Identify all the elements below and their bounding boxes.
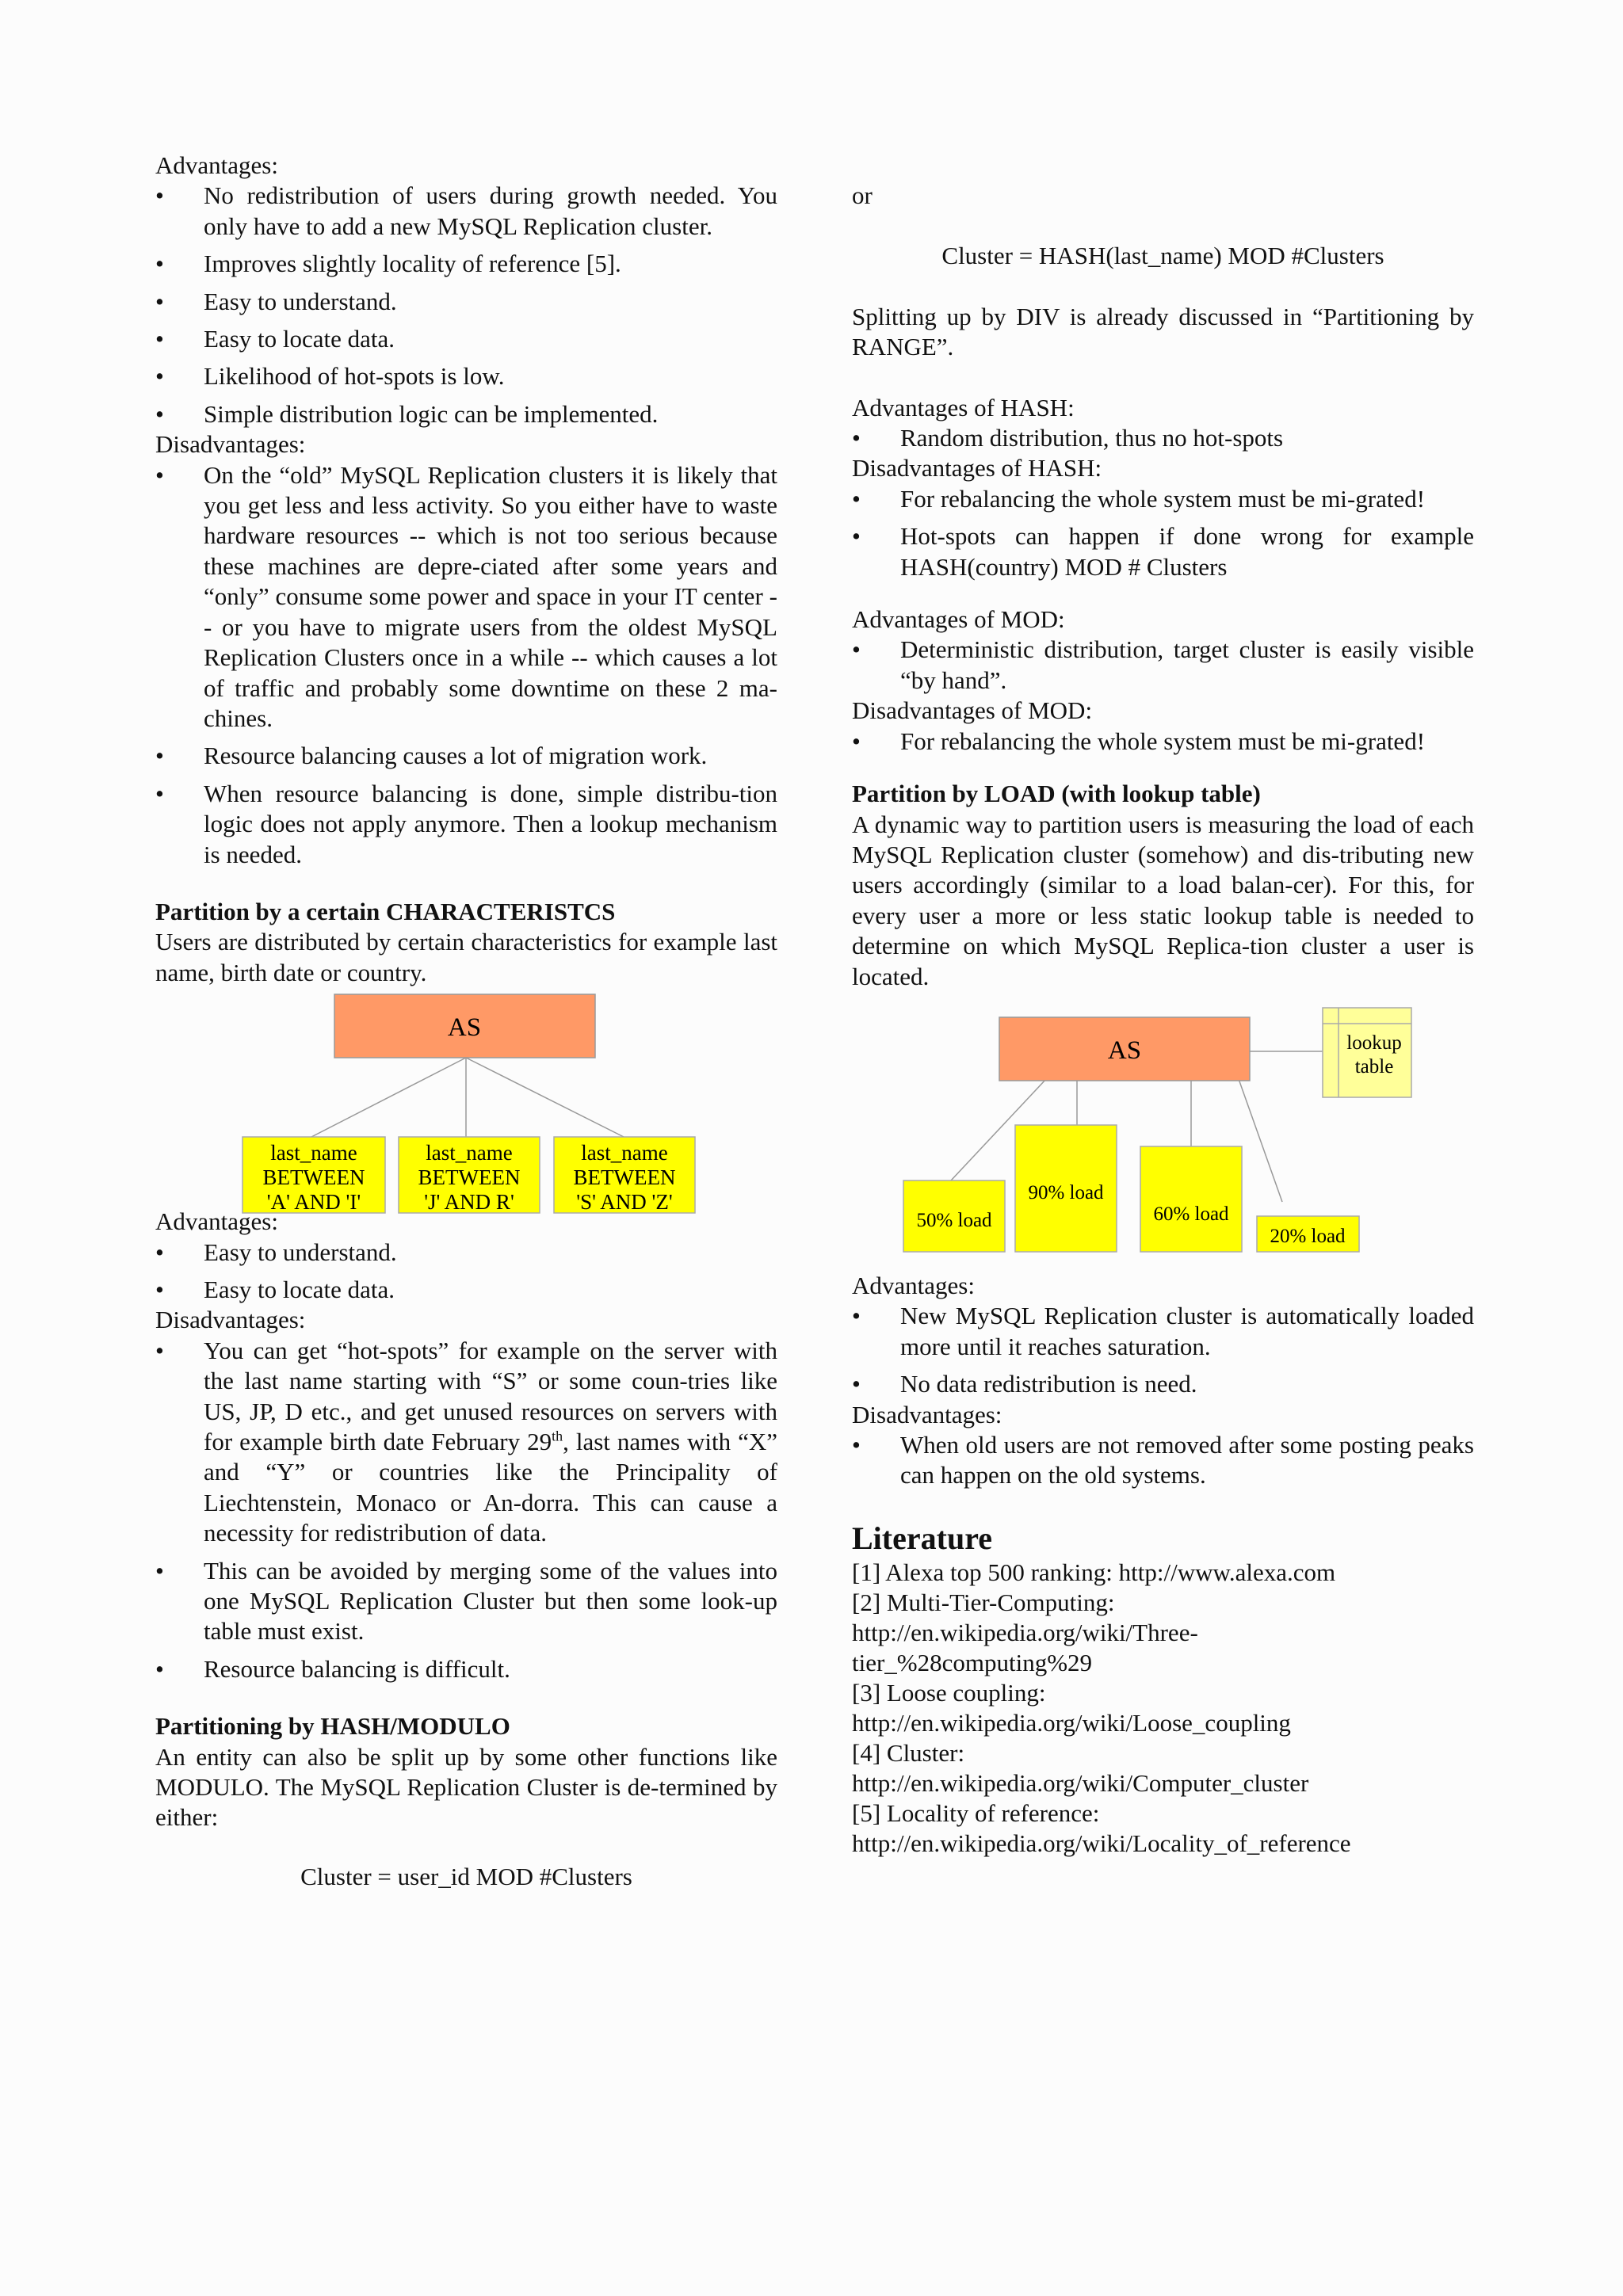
list-item-text: Simple distribution logic can be implemented. [204, 399, 659, 428]
literature-line: tier_%28computing%29 [852, 1648, 1093, 1676]
list-item [155, 181, 777, 242]
advantages-mod-label: Advantages of MOD: [852, 605, 1065, 634]
as-label: AS [447, 1013, 482, 1043]
advantages-hash-label: Advantages of HASH: [852, 393, 1075, 421]
list-item: • You can get “hot-spots” for example on the server with the last name starting with “S” or some coun-tries like US, JP, D etc., and get unused resources on servers with for example birth date February 29th, last names with “X” and “Y” or countries like the Principality of Liechtenstein, Monaco or An-dorra. This can cause a necessity for redistribution of data. [155, 1336, 777, 1547]
list-item [155, 779, 777, 870]
bullet-icon: • [155, 742, 164, 770]
formula: Cluster = HASH(last_name) MOD #Clusters [941, 242, 1384, 270]
list-item [852, 727, 1474, 757]
leaf-text: 'J' AND R' [424, 1190, 514, 1215]
list-item [852, 635, 1474, 696]
bullet-icon: • [852, 424, 861, 452]
connector-line [1239, 1079, 1282, 1202]
literature-line: http://en.wikipedia.org/wiki/Locality_of_reference [852, 1829, 1351, 1857]
list-item-text: Easy to locate data. [204, 1275, 395, 1303]
list-item-text: No redistribution of users during growth needed. You only have to add a new MySQL Replication cluster. [204, 181, 777, 240]
literature-heading: Literature [852, 1520, 992, 1556]
list-item [852, 423, 1474, 453]
hash-paragraph: An entity can also be split up by some other functions like MODULO. The MySQL Replication Cluster is de-termined by either: [155, 1742, 777, 1832]
literature-line: http://en.wikipedia.org/wiki/Loose_coupling [852, 1708, 1291, 1737]
as-label: AS [1107, 1035, 1142, 1065]
bullet-icon: • [155, 460, 164, 489]
advantages-list [852, 423, 1474, 453]
list-item-text: Random distribution, thus no hot-spots [900, 424, 1284, 452]
list-item-text: Resource balancing is difficult. [204, 1654, 510, 1683]
list-item [155, 741, 777, 771]
list-item-text: Hot-spots can happen if done wrong for example HASH(country) MOD # Clusters [900, 522, 1474, 581]
list-item [852, 1301, 1474, 1362]
bullet-icon: • [155, 1556, 164, 1585]
bullet-icon: • [852, 635, 861, 664]
list-item-text: When old users are not removed after some posting peaks can happen on the old systems. [900, 1430, 1474, 1489]
section-heading-hash: Partitioning by HASH/MODULO [155, 1712, 510, 1741]
advantages-list [852, 1301, 1474, 1399]
bullet-icon: • [155, 325, 164, 353]
bullet-icon: • [155, 181, 164, 210]
advantages-label: Advantages: [155, 1207, 278, 1236]
characteristics-diagram [155, 988, 777, 1215]
literature-line: [4] Cluster: [852, 1738, 965, 1767]
split-paragraph: Splitting up by DIV is already discussed in “Partitioning by RANGE”. [852, 302, 1474, 361]
list-item [155, 460, 777, 734]
list-item-text: New MySQL Replication cluster is automatically loaded more until it reaches saturation. [900, 1302, 1474, 1360]
bullet-icon: • [852, 1370, 861, 1398]
list-item-text: Easy to locate data. [204, 325, 395, 353]
list-item-text: For rebalancing the whole system must be mi-grated! [900, 484, 1426, 513]
disadvantages-list [155, 1556, 777, 1685]
list-item [155, 1275, 777, 1305]
connector-line [466, 1058, 624, 1137]
advantages-label: Advantages: [852, 1271, 975, 1299]
bullet-icon: • [155, 287, 164, 315]
load-label: 60% load [1153, 1203, 1229, 1225]
bullet-icon: • [155, 362, 164, 391]
list-item [155, 1556, 777, 1647]
literature-line: [2] Multi-Tier-Computing: [852, 1588, 1115, 1616]
advantages-list [155, 181, 777, 429]
leaf-text: BETWEEN [573, 1165, 676, 1190]
leaf-text: last_name [581, 1141, 668, 1165]
list-item [155, 361, 777, 391]
list-item [155, 399, 777, 429]
lookup-label: lookup [1346, 1032, 1402, 1054]
advantages-list [155, 1238, 777, 1306]
leaf-text: last_name [270, 1141, 357, 1165]
load-label: 90% load [1028, 1181, 1104, 1203]
bullet-icon: • [852, 1302, 861, 1330]
leaf-text: 'S' AND 'Z' [576, 1190, 673, 1215]
disadvantages-list [155, 460, 777, 870]
bullet-icon: • [155, 1654, 164, 1683]
list-item-text: For rebalancing the whole system must be mi-grated! [900, 727, 1426, 755]
bullet-icon: • [852, 484, 861, 513]
bullet-icon: • [852, 522, 861, 551]
list-item [852, 1430, 1474, 1491]
leaf-text: last_name [426, 1141, 513, 1165]
literature-line: [1] Alexa top 500 ranking: http://www.alexa.com [852, 1558, 1336, 1586]
leaf-text: BETWEEN [262, 1165, 365, 1190]
disadvantages-list [852, 484, 1474, 582]
list-item-text: Resource balancing causes a lot of migration work. [204, 742, 708, 770]
bullet-icon: • [155, 1238, 164, 1266]
lookup-label: table [1354, 1055, 1394, 1077]
list-item-text: Improves slightly locality of reference [5]. [204, 250, 621, 278]
literature-line: [3] Loose coupling: [852, 1678, 1046, 1707]
bullet-icon: • [852, 1430, 861, 1459]
list-item-text: No data redistribution is need. [900, 1370, 1197, 1398]
literature-line: http://en.wikipedia.org/wiki/Computer_cluster [852, 1768, 1309, 1797]
right-column [852, 181, 1474, 1859]
literature-line: [5] Locality of reference: [852, 1798, 1100, 1827]
left-column [155, 151, 777, 1892]
list-item [852, 1369, 1474, 1399]
section-heading-load: Partition by LOAD (with lookup table) [852, 780, 1261, 808]
load-box [1140, 1146, 1242, 1252]
list-item [155, 249, 777, 279]
disadvantages-mod-label: Disadvantages of MOD: [852, 696, 1093, 725]
load-label: 20% load [1270, 1225, 1346, 1247]
list-item [155, 1654, 777, 1684]
formula: Cluster = user_id MOD #Clusters [300, 1862, 632, 1890]
literature-list [852, 1558, 1474, 1859]
load-label: 50% load [916, 1209, 992, 1231]
list-item-text: Likelihood of hot-spots is low. [204, 362, 505, 391]
disadvantages-label: Disadvantages: [155, 1306, 306, 1334]
advantages-list [852, 635, 1474, 696]
list-item [155, 1238, 777, 1268]
bullet-icon: • [155, 1275, 164, 1303]
list-item-text: When resource balancing is done, simple distribu-tion logic does not apply anymore. Then a lookup mechanism is needed. [204, 779, 777, 868]
section-heading-characteristics: Partition by a certain CHARACTERISTCS [155, 897, 616, 925]
list-item [852, 521, 1474, 582]
leaf-text: 'A' AND 'I' [266, 1190, 361, 1215]
disadvantages-label: Disadvantages: [852, 1400, 1002, 1428]
list-item [155, 324, 777, 354]
characteristics-paragraph: Users are distributed by certain characteristics for example last name, birth date or country. [155, 928, 777, 986]
disadvantages-hash-label: Disadvantages of HASH: [852, 454, 1102, 482]
bullet-icon: • [155, 1336, 164, 1364]
list-item-text: Easy to understand. [204, 1238, 397, 1266]
disadvantages-label: Disadvantages: [155, 430, 306, 459]
bullet-icon: • [155, 399, 164, 428]
load-diagram [852, 992, 1474, 1253]
advantages-label: Advantages: [155, 151, 278, 179]
list-item-text: On the “old” MySQL Replication clusters it is likely that you get less and less activity. So you either have to waste hardware resources -- which is not too serious because these machines are depre-ciated after some years and “only” consume some power and space in your IT center -- or you have to migrate users from the oldest MySQL Replication Clusters once in a while -- which causes a lot of traffic and probably some downtime on these 2 ma-chines. [204, 460, 777, 732]
disadvantages-list [852, 727, 1474, 757]
list-item [155, 287, 777, 317]
bullet-icon: • [852, 727, 861, 755]
list-item-text: Deterministic distribution, target cluster is easily visible “by hand”. [900, 635, 1474, 694]
literature-line: http://en.wikipedia.org/wiki/Three- [852, 1618, 1198, 1646]
load-paragraph: A dynamic way to partition users is measuring the load of each MySQL Replication cluster (somehow) and dis-tributing new users accordingly (similar to a load balan-cer). For this, for every user a more or less static lookup table is needed to determine on which MySQL Replica-tion cluster a user is located. [852, 810, 1474, 990]
list-item [852, 484, 1474, 514]
list-item-text: Easy to understand. [204, 287, 397, 315]
bullet-icon: • [155, 779, 164, 807]
disadvantages-list [852, 1430, 1474, 1491]
connector-line [311, 1058, 466, 1137]
list-item-text: This can be avoided by merging some of the values into one MySQL Replication Cluster but then some look-up table must exist. [204, 1556, 777, 1646]
bullet-icon: • [155, 250, 164, 278]
or-text: or [852, 181, 873, 209]
leaf-text: BETWEEN [418, 1165, 521, 1190]
